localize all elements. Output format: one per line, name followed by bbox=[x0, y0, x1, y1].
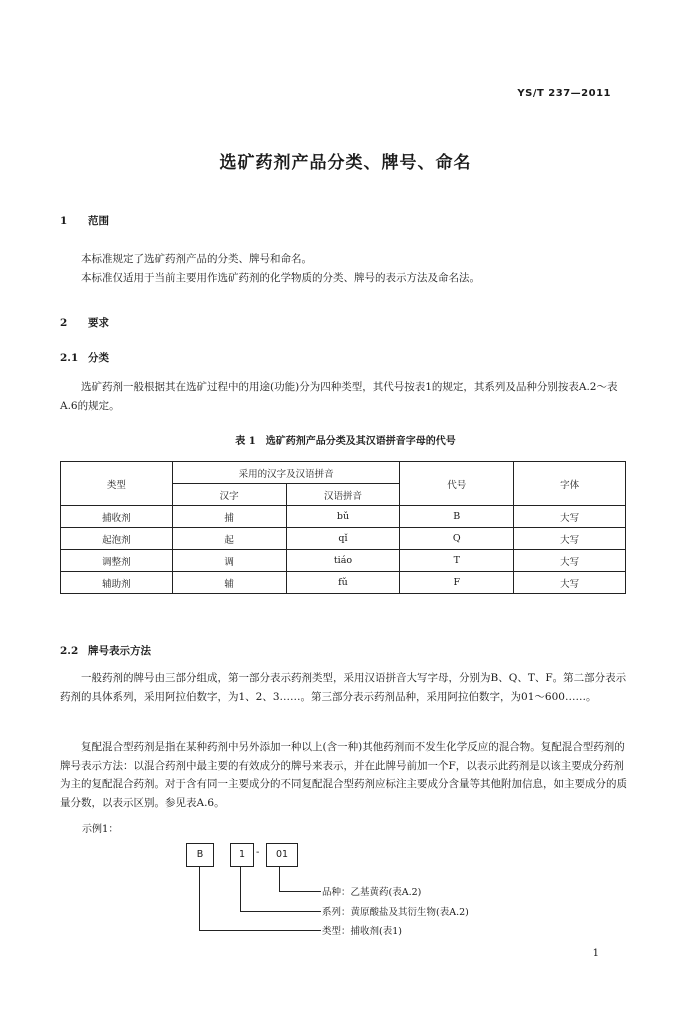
section-2-title: 要求 bbox=[88, 317, 109, 329]
section-2-1-heading bbox=[60, 350, 109, 365]
section-1-heading bbox=[60, 213, 109, 228]
cell-pinyin: tiáo bbox=[286, 550, 400, 572]
table-header-row bbox=[61, 462, 626, 484]
page-title: 选矿药剂产品分类、牌号、命名 bbox=[219, 153, 472, 173]
section-1-number: 1 bbox=[60, 215, 68, 227]
header-code: 代号 bbox=[400, 462, 514, 506]
section-1-title: 范围 bbox=[88, 215, 109, 227]
section-2-heading bbox=[60, 315, 109, 330]
variety-code-box: 01 bbox=[266, 843, 298, 867]
cell-type: 起泡剂 bbox=[61, 528, 173, 550]
header-group: 采用的汉字及汉语拼音 bbox=[172, 462, 400, 484]
header-type: 类型 bbox=[61, 462, 173, 506]
section-2-2-title: 牌号表示方法 bbox=[88, 645, 151, 657]
section-2-2-para-1: 一般药剂的牌号由三部分组成，第一部分表示药剂类型，采用汉语拼音大写字母，分别为B、Q、T、F。第二部分表示药剂的具体系列，采用阿拉伯数字，为1、2、3……。第三部分表示药剂品种，采用阿拉伯数字，为01～600……。 bbox=[60, 672, 627, 703]
classification-table bbox=[60, 461, 626, 594]
cell-type: 辅助剂 bbox=[61, 572, 173, 594]
cell-pinyin: fǔ bbox=[286, 572, 400, 594]
cell-type: 捕收剂 bbox=[61, 506, 173, 528]
cell-pinyin: bǔ bbox=[286, 506, 400, 528]
section-2-2-heading bbox=[60, 643, 151, 658]
code-dash: - bbox=[256, 847, 260, 858]
table-row bbox=[61, 506, 626, 528]
table-row bbox=[61, 528, 626, 550]
type-connector-horizontal bbox=[199, 930, 321, 931]
section-2-1-number: 2.1 bbox=[60, 352, 79, 364]
page-number: 1 bbox=[592, 948, 599, 959]
legend-type: 类型：捕收剂(表1) bbox=[322, 926, 402, 937]
cell-font: 大写 bbox=[514, 528, 626, 550]
section-2-1-title: 分类 bbox=[88, 352, 109, 364]
type-connector-vertical bbox=[199, 866, 200, 930]
cell-code: B bbox=[400, 506, 514, 528]
document-code: YS/T 237—2011 bbox=[517, 88, 611, 99]
section-2-2-para-2: 复配混合型药剂是指在某种药剂中另外添加一种以上(含一种)其他药剂而不发生化学反应的混合物。复配混合型药剂的牌号表示方法：以混合药剂中最主要的有效成分的牌号来表示，并在此牌号前加一个F，以表示此药剂是以该主要成分药剂为主的复配混合药剂。对于含有同一主要成分的不同复配混合型药剂应标注主要成分含量等其他附加信息，如主要成分的质量分数，以表示区别。参见表A.6。 bbox=[60, 741, 627, 809]
table-row bbox=[61, 550, 626, 572]
cell-code: T bbox=[400, 550, 514, 572]
legend-series: 系列：黄原酸盐及其衍生物(表A.2) bbox=[322, 907, 469, 918]
variety-connector-horizontal bbox=[279, 891, 321, 892]
cell-hanzi: 起 bbox=[172, 528, 286, 550]
table-row bbox=[61, 572, 626, 594]
cell-hanzi: 捕 bbox=[172, 506, 286, 528]
cell-hanzi: 辅 bbox=[172, 572, 286, 594]
table-1-caption: 表 1 选矿药剂产品分类及其汉语拼音字母的代号 bbox=[235, 436, 456, 447]
cell-pinyin: qǐ bbox=[286, 528, 400, 550]
section-1-para-2: 本标准仅适用于当前主要用作选矿药剂的化学物质的分类、牌号的表示方法及命名法。 bbox=[81, 272, 480, 284]
cell-code: Q bbox=[400, 528, 514, 550]
section-2-1-para: 选矿药剂一般根据其在选矿过程中的用途(功能)分为四种类型，其代号按表1的规定，其系列及品种分别按表A.2～表A.6的规定。 bbox=[60, 381, 618, 412]
cell-font: 大写 bbox=[514, 506, 626, 528]
cell-code: F bbox=[400, 572, 514, 594]
section-1-para-1: 本标准规定了选矿药剂产品的分类、牌号和命名。 bbox=[81, 253, 312, 265]
series-connector-horizontal bbox=[240, 911, 321, 912]
header-pinyin: 汉语拼音 bbox=[286, 484, 400, 506]
cell-font: 大写 bbox=[514, 550, 626, 572]
type-code-box: B bbox=[186, 843, 214, 867]
example-label: 示例1： bbox=[82, 824, 119, 835]
header-hanzi: 汉字 bbox=[172, 484, 286, 506]
header-font: 字体 bbox=[514, 462, 626, 506]
section-2-number: 2 bbox=[60, 317, 68, 329]
cell-type: 调整剂 bbox=[61, 550, 173, 572]
legend-variety: 品种：乙基黄药(表A.2) bbox=[322, 887, 422, 898]
series-connector-vertical bbox=[240, 866, 241, 911]
variety-connector-vertical bbox=[279, 866, 280, 891]
series-code-box: 1 bbox=[230, 843, 254, 867]
cell-hanzi: 调 bbox=[172, 550, 286, 572]
section-2-2-number: 2.2 bbox=[60, 645, 79, 657]
cell-font: 大写 bbox=[514, 572, 626, 594]
